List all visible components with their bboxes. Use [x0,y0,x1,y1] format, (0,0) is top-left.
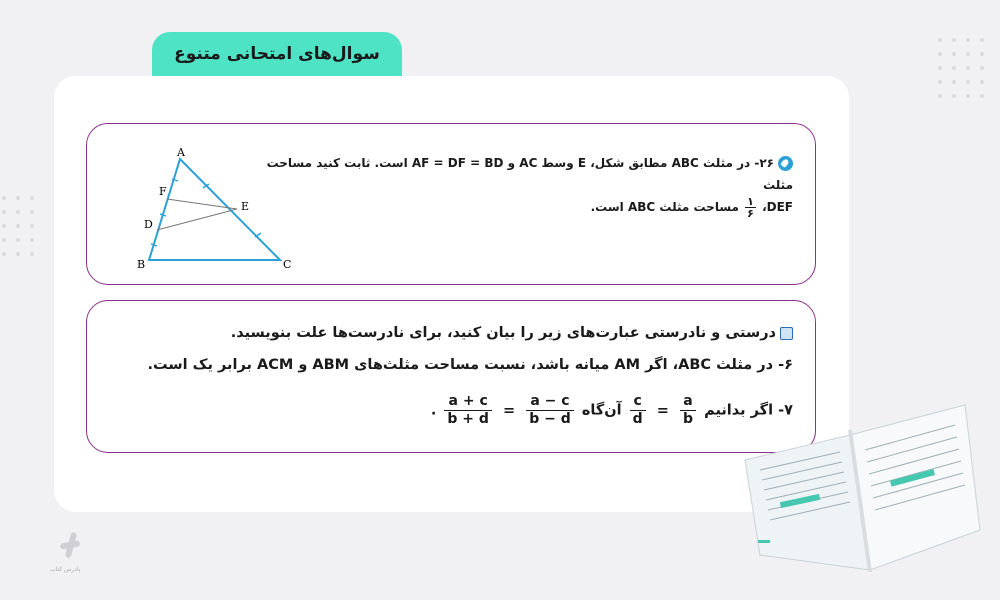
dot [952,94,956,98]
fraction-a-minus-c: $\frac{a - c}{b - d}$ [526,393,574,428]
dot [2,224,6,228]
label-D: D [144,218,153,231]
dot [30,210,34,214]
dot [16,210,20,214]
item-7: ۷- اگر بدانیم $\frac{a}{b}$ = $\frac{c}{d}$ آن‌گاه $\frac{a - c}{b - d}$ = $\frac{a + c}{b + d}$ . [430,393,793,427]
dot [980,52,984,56]
dot [938,80,942,84]
rocket-icon [778,156,793,171]
dot [30,224,34,228]
dot [16,252,20,256]
section-title: سوال‌های امتحانی متنوع [174,44,380,64]
section-title-tab [152,32,402,76]
label-A: A [177,146,185,159]
dot [2,252,6,256]
dot [30,238,34,242]
dot [30,252,34,256]
dot [966,66,970,70]
dot [980,94,984,98]
dot [980,38,984,42]
dot [16,196,20,200]
dot [980,66,984,70]
label-B: B [137,258,146,271]
dot [966,38,970,42]
dot [16,238,20,242]
dot [952,66,956,70]
dot [966,80,970,84]
dot [2,210,6,214]
true-false-instruction: درستی و نادرستی عبارت‌های زیر را بیان کنید، برای نادرست‌ها علت بنویسید. [231,325,793,341]
open-book-image [740,380,985,580]
question-26-line-1: ۲۶- در مثلث ABC مطابق شکل، E وسط AC و AF = DF = BD است. ثابت کنید مساحت مثلث [266,156,793,192]
dot [966,94,970,98]
dot [952,80,956,84]
label-E: E [241,200,250,213]
fraction-a-b: $\frac{a}{b}$ [680,393,696,428]
true-false-box [86,300,816,453]
question-26-box [86,123,816,285]
dot [966,52,970,56]
fraction-a-plus-c: $\frac{a + c}{b + d}$ [444,393,492,428]
square-bullet-icon [780,327,793,340]
dot [980,80,984,84]
dot [938,52,942,56]
label-F: F [159,185,167,198]
dot [938,66,942,70]
question-26-text [233,152,793,219]
dot [16,224,20,228]
dot [2,196,6,200]
dot [2,238,6,242]
fraction-c-d: $\frac{c}{d}$ [630,393,646,428]
fraction-one-sixth: $\frac{۱}{۶}$ [747,195,754,220]
item-6: ۶- در مثلث ABC، اگر AM میانه باشد، نسبت مساحت مثلث‌های ABM و ACM برابر یک است. [147,357,793,373]
dot [938,38,942,42]
brand-logo-text: پادرس‌ کتاب [50,566,81,573]
dot [30,196,34,200]
label-C: C [283,258,292,271]
dot [938,94,942,98]
dot [952,52,956,56]
question-26-line-2: DEF، $\frac{۱}{۶}$ مساحت مثلث ABC است. [590,195,793,220]
dot [952,38,956,42]
